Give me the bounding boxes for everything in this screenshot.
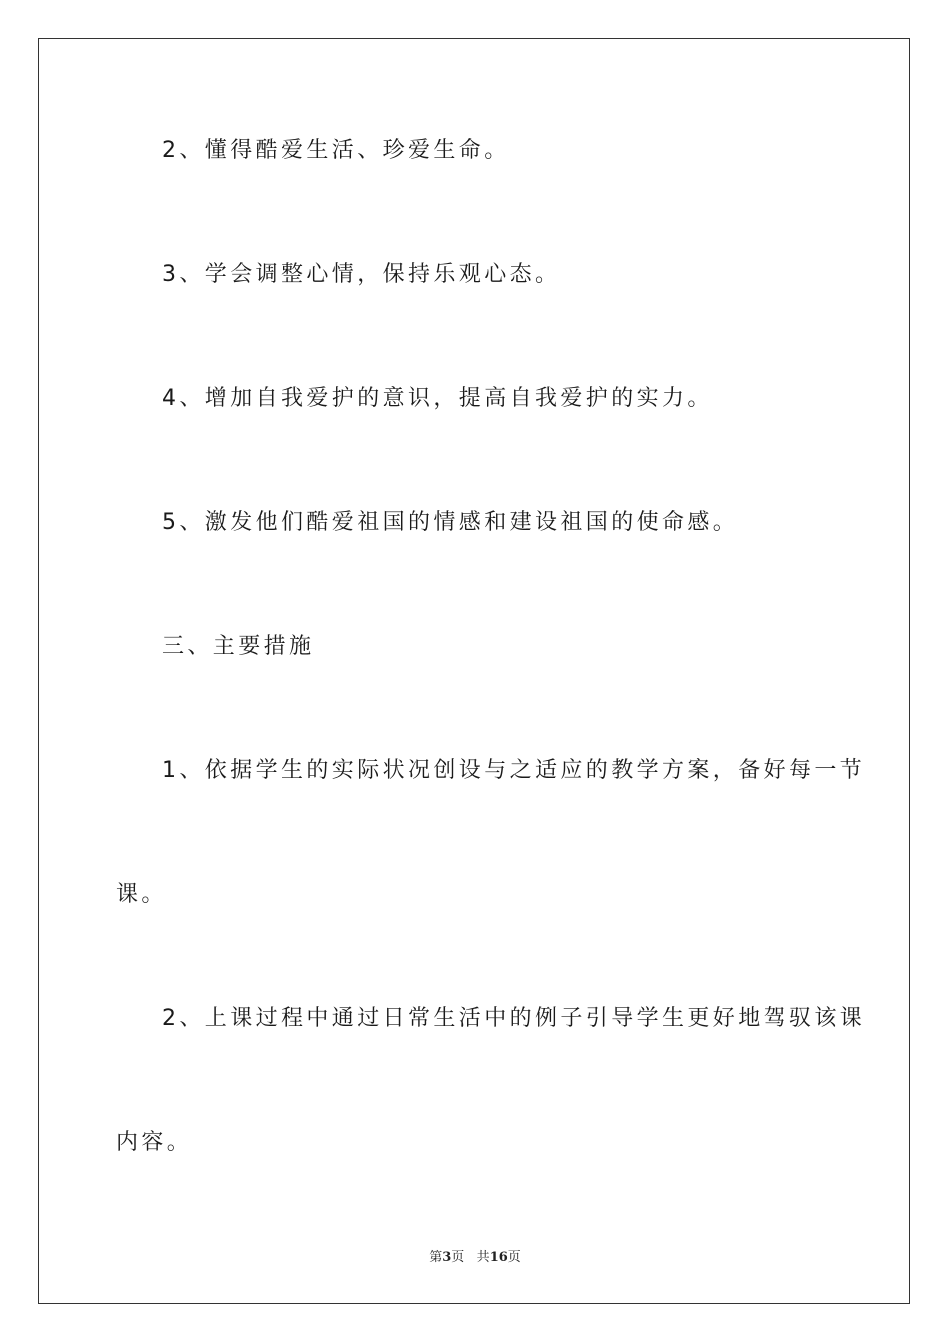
footer-page-suffix: 页 bbox=[451, 1250, 465, 1265]
paragraph-item-4: 4、增加自我爱护的意识，提高自我爱护的实力。 bbox=[162, 386, 713, 411]
paragraph-item-5: 5、激发他们酷爱祖国的情感和建设祖国的使命感。 bbox=[162, 510, 739, 535]
footer-page-current: 3 bbox=[442, 1250, 452, 1265]
page-footer bbox=[0, 1246, 950, 1265]
paragraph-item-3: 3、学会调整心情，保持乐观心态。 bbox=[162, 262, 561, 287]
measure-2-line-2: 内容。 bbox=[116, 1130, 193, 1155]
measure-1-line-2: 课。 bbox=[116, 882, 167, 907]
paragraph-item-2: 2、懂得酷爱生活、珍爱生命。 bbox=[162, 138, 510, 163]
footer-page-total: 16 bbox=[489, 1250, 508, 1265]
measure-1-line-1: 1、依据学生的实际状况创设与之适应的教学方案，备好每一节 bbox=[162, 758, 866, 783]
section-heading-measures: 三、主要措施 bbox=[162, 634, 315, 659]
footer-total-prefix: 共 bbox=[476, 1250, 490, 1265]
footer-page-prefix: 第 bbox=[429, 1250, 443, 1265]
page-border bbox=[38, 38, 910, 1304]
footer-total-suffix: 页 bbox=[507, 1250, 521, 1265]
measure-2-line-1: 2、上课过程中通过日常生活中的例子引导学生更好地驾驭该课 bbox=[162, 1006, 866, 1031]
